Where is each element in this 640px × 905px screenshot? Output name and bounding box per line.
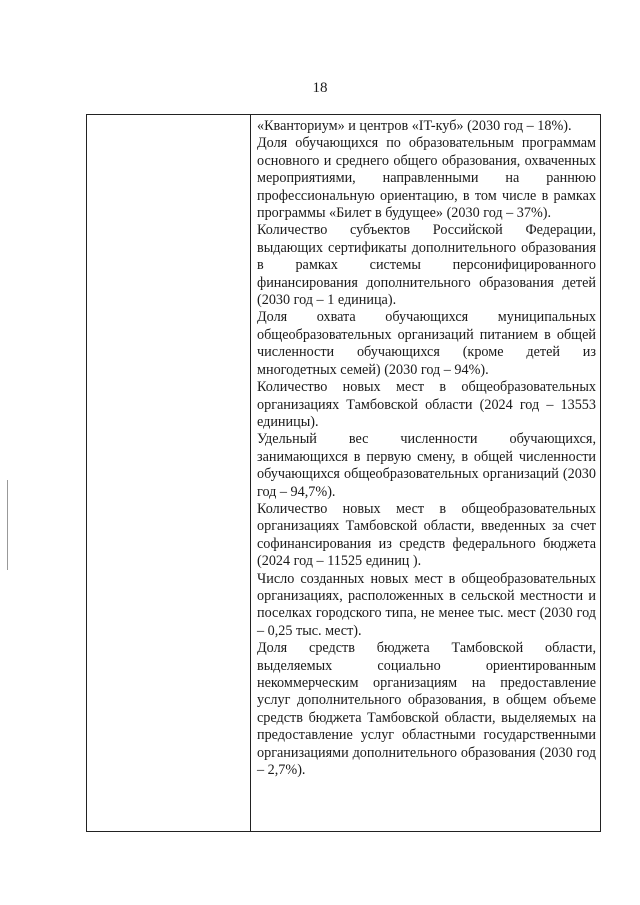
indicator-paragraph: Количество новых мест в общеобразовательных организациях Тамбовской области (2024 год – 13553 единицы). <box>257 379 596 430</box>
indicator-paragraph: Доля обучающихся по образовательным программам основного и среднего общего образования, охваченных мероприятиями, направленными на раннюю профессиональную ориентацию, в том числе в рамках программы «Билет в будущее» (2030 год – 37%). <box>257 135 596 222</box>
indicator-paragraph: Количество субъектов Российской Федерации, выдающих сертификаты дополнительного образования в рамках системы персонифицированного финансирования дополнительного образования детей (2030 год – 1 единица). <box>257 222 596 309</box>
indicator-paragraph: Удельный вес численности обучающихся, занимающихся в первую смену, в общей численности обучающихся общеобразовательных организаций (2030 год – 94,7%). <box>257 431 596 500</box>
document-table <box>86 114 601 832</box>
indicator-paragraph: Количество новых мест в общеобразовательных организациях Тамбовской области, введенных за счет софинансирования из средств федерального бюджета (2024 год – 11525 единиц ). <box>257 500 596 570</box>
indicator-paragraph: Доля охвата обучающихся муниципальных общеобразовательных организаций питанием в общей численности обучающихся (кроме детей из многодетных семей) (2030 год – 94%). <box>257 309 596 378</box>
indicator-paragraph: «Кванториум» и центров «IT-куб» (2030 год – 18%). <box>257 118 572 134</box>
scan-margin-mark <box>7 480 8 570</box>
table-right-column <box>251 115 600 779</box>
table-left-column <box>87 115 251 831</box>
page-number: 18 <box>312 80 328 96</box>
indicator-paragraph: Доля средств бюджета Тамбовской области, выделяемых социально ориентированным некоммерческим организациям на предоставление услуг дополнительного образования, в общем объеме средств бюджета Тамбовской области, выделяемых на предоставление услуг областными государственными организациями дополнительного образования (2030 год – 2,7%). <box>257 640 596 779</box>
indicator-paragraph: Число созданных новых мест в общеобразовательных организациях, расположенных в сельской местности и поселках городского типа, не менее тыс. мест (2030 год – 0,25 тыс. мест). <box>257 570 596 639</box>
